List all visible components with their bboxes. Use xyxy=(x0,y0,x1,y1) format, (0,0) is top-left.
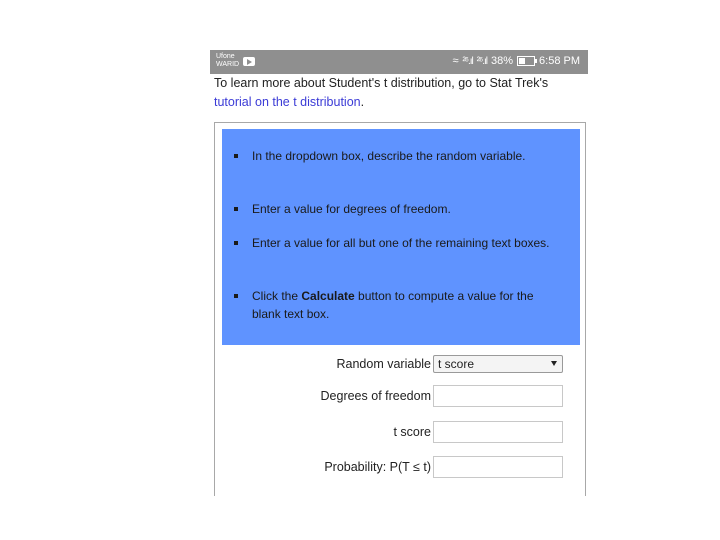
status-indicators xyxy=(452,55,580,67)
phone-screen xyxy=(210,50,588,496)
battery-percent: 38% xyxy=(491,55,514,67)
clock: 6:58 PM xyxy=(539,55,580,67)
intro-text-before: To learn more about Student's t distribution, go to Stat Trek's xyxy=(214,76,549,90)
wifi-icon: ≈ xyxy=(452,55,459,67)
instruction-item xyxy=(252,287,562,323)
degrees-of-freedom-label: Degrees of freedom xyxy=(320,389,431,403)
random-variable-value: t score xyxy=(438,357,475,371)
carrier-line-2: WARID xyxy=(216,61,240,68)
t-score-input[interactable] xyxy=(433,421,563,443)
degrees-of-freedom-input[interactable] xyxy=(433,385,563,407)
random-variable-row xyxy=(215,353,587,379)
instruction-item: In the dropdown box, describe the random variable. xyxy=(252,147,562,165)
instruction-item: Enter a value for all but one of the remaining text boxes. xyxy=(252,234,562,252)
degrees-of-freedom-row xyxy=(215,385,587,411)
calculator-frame xyxy=(214,122,586,496)
signal-icon: ²⁶.ıl xyxy=(462,55,473,67)
instruction-prefix: Click the xyxy=(252,289,302,303)
video-notification-icon xyxy=(243,57,255,66)
random-variable-label: Random variable xyxy=(336,357,431,371)
probability-label: Probability: P(T ≤ t) xyxy=(324,460,431,474)
carrier-line-1: Ufone xyxy=(216,53,235,60)
probability-row xyxy=(215,456,587,482)
battery-icon xyxy=(517,56,535,66)
calculate-keyword: Calculate xyxy=(301,289,355,303)
random-variable-select[interactable] xyxy=(433,355,563,373)
probability-input[interactable] xyxy=(433,456,563,478)
intro-text xyxy=(214,74,584,112)
t-score-label: t score xyxy=(393,425,431,439)
instructions-panel xyxy=(222,129,580,345)
tutorial-link[interactable]: tutorial on the t distribution xyxy=(214,95,361,109)
intro-text-after: . xyxy=(360,95,365,109)
instruction-suffix: button to compute a value for the blank text box. xyxy=(252,289,534,321)
t-score-row xyxy=(215,421,587,447)
instruction-item: Enter a value for degrees of freedom. xyxy=(252,200,562,218)
signal-icon-2: ²⁶.ıl xyxy=(476,55,487,67)
dropdown-arrow-icon xyxy=(551,361,557,366)
status-bar xyxy=(210,50,588,74)
